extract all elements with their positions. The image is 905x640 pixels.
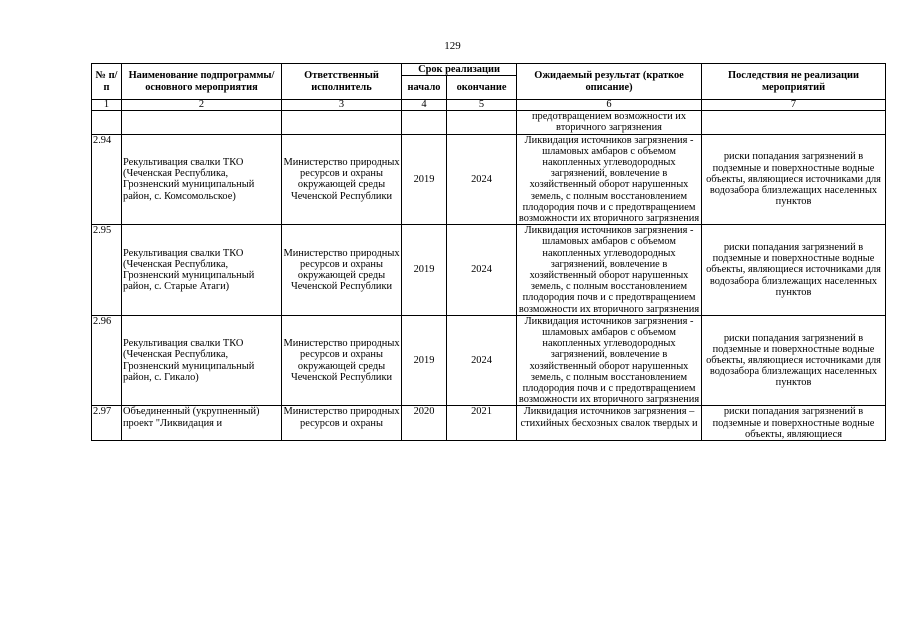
page-number: 129	[444, 40, 461, 52]
column-number: 6	[517, 100, 702, 111]
row-responsible: Министерство природных ресурсов и охраны окружающей среды Чеченской Республики	[282, 315, 402, 406]
row-consequences: риски попадания загрязнений в подземные и поверхностные водные объекты, являющиеся источниками для водозабора близлежащих населенных пунктов	[702, 134, 886, 225]
column-number: 1	[92, 100, 122, 111]
row-end: 2024	[447, 225, 517, 316]
row-name: Рекультивация свалки ТКО (Чеченская Республика, Грозненский муниципальный район, с. Гикало)	[122, 315, 282, 406]
row-end: 2021	[447, 406, 517, 441]
table-row	[92, 406, 886, 441]
row-end: 2024	[447, 315, 517, 406]
row-number: 2.95	[92, 225, 122, 316]
column-number: 3	[282, 100, 402, 111]
row-consequences: риски попадания загрязнений в подземные и поверхностные водные объекты, являющиеся	[702, 406, 886, 441]
row-consequences: риски попадания загрязнений в подземные и поверхностные водные объекты, являющиеся источниками для водозабора близлежащих населенных пунктов	[702, 315, 886, 406]
column-number: 2	[122, 100, 282, 111]
header-result: Ожидаемый результат (краткое описание)	[517, 64, 702, 100]
header-num: № п/п	[92, 64, 122, 100]
row-start: 2019	[402, 134, 447, 225]
continuation-result: предотвращением возможности их вторичного загрязнения	[517, 111, 702, 134]
row-number: 2.96	[92, 315, 122, 406]
header-end: окончание	[447, 76, 517, 100]
row-result: Ликвидация источников загрязнения – стихийных бесхозных свалок твердых и	[517, 406, 702, 441]
row-start: 2020	[402, 406, 447, 441]
table-row-continuation	[92, 111, 886, 134]
header-responsible: Ответственный исполнитель	[282, 64, 402, 100]
header-consequences: Последствия не реализации мероприятий	[702, 64, 886, 100]
column-number: 4	[402, 100, 447, 111]
header-name: Наименование подпрограммы/ основного мероприятия	[122, 64, 282, 100]
row-name: Объединенный (укрупненный) проект "Ликвидация и	[122, 406, 282, 441]
measures-table	[91, 63, 886, 441]
row-start: 2019	[402, 315, 447, 406]
header-start: начало	[402, 76, 447, 100]
row-responsible: Министерство природных ресурсов и охраны	[282, 406, 402, 441]
column-number: 7	[702, 100, 886, 111]
table-row	[92, 315, 886, 406]
row-result: Ликвидация источников загрязнения - шламовых амбаров с объемом накопленных углеводородных загрязнений, вовлечение в хозяйственный оборот нарушенных земель, с полным восстановлением плодородия почв и с предотвращением возможности их вторичного загрязнения	[517, 134, 702, 225]
row-number: 2.94	[92, 134, 122, 225]
row-start: 2019	[402, 225, 447, 316]
header-term: Срок реализации	[402, 64, 517, 76]
table-row	[92, 225, 886, 316]
row-responsible: Министерство природных ресурсов и охраны окружающей среды Чеченской Республики	[282, 134, 402, 225]
row-name: Рекультивация свалки ТКО (Чеченская Республика, Грозненский муниципальный район, с. Старые Атаги)	[122, 225, 282, 316]
row-result: Ликвидация источников загрязнения - шламовых амбаров с объемом накопленных углеводородных загрязнений, вовлечение в хозяйственный оборот нарушенных земель, с полным восстановлением плодородия почв и с предотвращением возможности их вторичного загрязнения	[517, 315, 702, 406]
row-number: 2.97	[92, 406, 122, 441]
row-name: Рекультивация свалки ТКО (Чеченская Республика, Грозненский муниципальный район, с. Комсомольское)	[122, 134, 282, 225]
row-end: 2024	[447, 134, 517, 225]
row-responsible: Министерство природных ресурсов и охраны окружающей среды Чеченской Республики	[282, 225, 402, 316]
row-consequences: риски попадания загрязнений в подземные и поверхностные водные объекты, являющиеся источниками для водозабора близлежащих населенных пунктов	[702, 225, 886, 316]
row-result: Ликвидация источников загрязнения - шламовых амбаров с объемом накопленных углеводородных загрязнений, вовлечение в хозяйственный оборот нарушенных земель, с полным восстановлением плодородия почв и с предотвращением возможности их вторичного загрязнения	[517, 225, 702, 316]
column-number: 5	[447, 100, 517, 111]
table-row	[92, 134, 886, 225]
